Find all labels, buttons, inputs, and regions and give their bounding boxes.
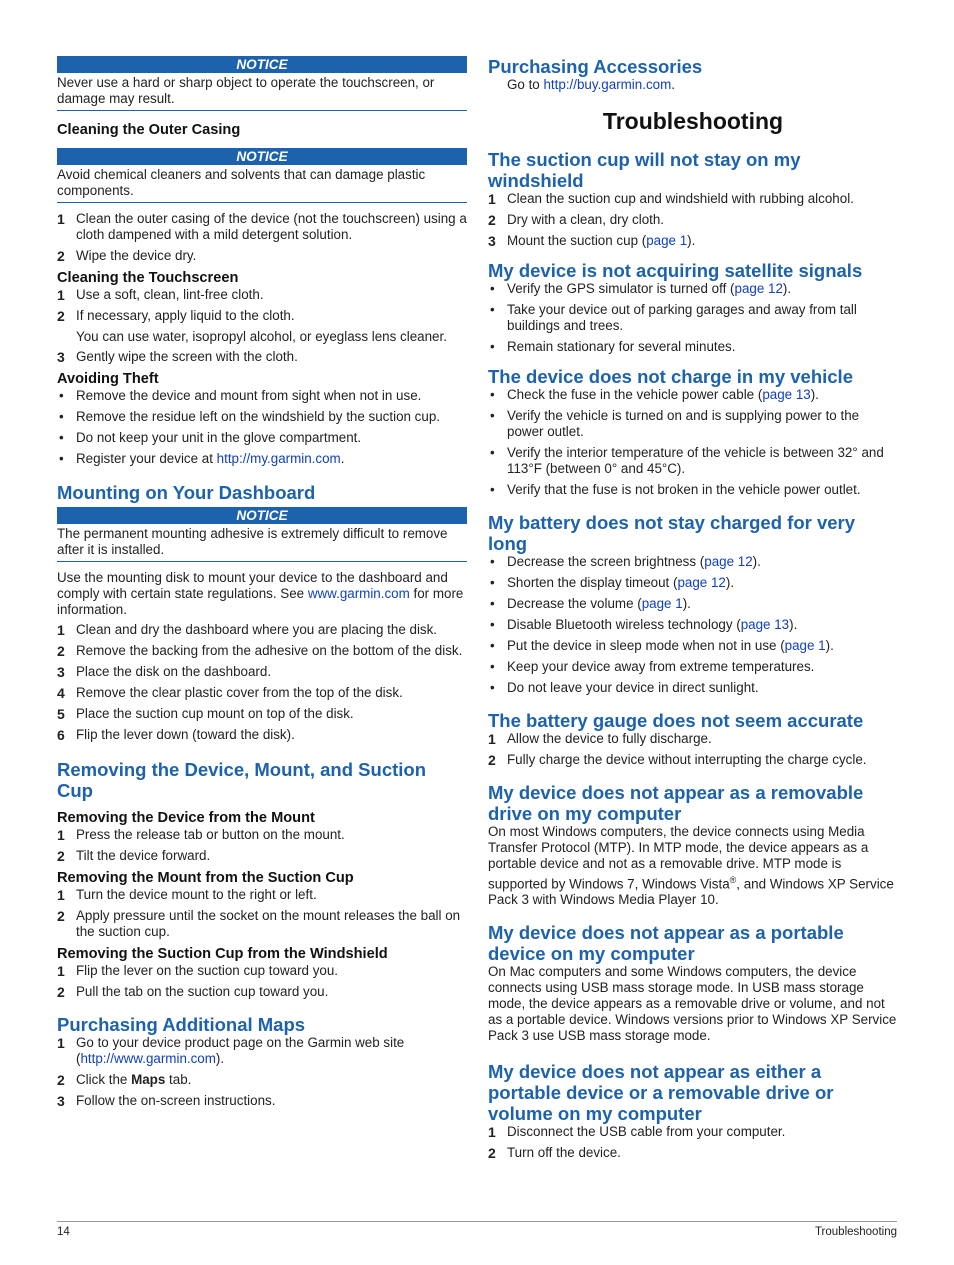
cleaning-outer-heading: Cleaning the Outer Casing	[57, 122, 241, 138]
notice-text: Avoid chemical cleaners and solvents that can damage plastic components.	[57, 165, 467, 203]
step: 2 Click the Maps tab.	[57, 1072, 192, 1088]
removable-heading: My device does not appear as a removable drive on my computer	[488, 782, 864, 824]
charge-heading: The device does not charge in my vehicle	[488, 366, 853, 387]
removing-mount-heading: Removing the Mount from the Suction Cup	[57, 870, 354, 886]
page-link[interactable]: page 13	[762, 387, 811, 402]
page-number: 14	[57, 1226, 70, 1238]
removing-cup-heading: Removing the Suction Cup from the Windshield	[57, 946, 388, 962]
step: 2 If necessary, apply liquid to the cloth.	[57, 308, 295, 324]
list-item: • Put the device in sleep mode when not in use (page 1).	[490, 638, 834, 653]
step: 1 Use a soft, clean, lint-free cloth.	[57, 287, 264, 303]
removable-text: On most Windows computers, the device connects using Media Transfer Protocol (MTP). In MTP mode, the device appears as a portable device and not as a removable drive. MTP mode is supported by Windows 7, Windows Vista®, and Windows XP Service Pack 3 with Windows Media Player 10.	[488, 824, 894, 908]
list-item: • Verify the interior temperature of the vehicle is between 32° and 113°F (between 0° and 45°C).	[490, 445, 884, 476]
buy-garmin-link[interactable]: http://buy.garmin.com	[543, 77, 672, 92]
list-item: • Keep your device away from extreme temperatures.	[490, 659, 815, 674]
portable-heading: My device does not appear as a portable device on my computer	[488, 922, 844, 965]
page-link[interactable]: page 1	[641, 596, 683, 611]
garmin-link[interactable]: www.garmin.com	[307, 586, 410, 601]
list-item: • Shorten the display timeout (page 12).	[490, 575, 735, 590]
notice-banner: NOTICE	[57, 148, 467, 165]
my-garmin-link[interactable]: http://my.garmin.com	[216, 451, 341, 466]
step: 2 Remove the backing from the adhesive on the bottom of the disk.	[57, 643, 463, 659]
accessories-heading: Purchasing Accessories	[488, 56, 703, 77]
step: 2 Tilt the device forward.	[57, 848, 211, 864]
notice-banner: NOTICE	[57, 507, 467, 524]
maps-heading: Purchasing Additional Maps	[57, 1014, 306, 1035]
list-item: • Check the fuse in the vehicle power cable (page 13).	[490, 387, 819, 402]
page-link[interactable]: page 1	[646, 233, 688, 248]
notice-banner: NOTICE	[57, 56, 467, 73]
list-item: • Decrease the screen brightness (page 12).	[490, 554, 761, 569]
removing-device-heading: Removing the Device from the Mount	[57, 810, 315, 826]
list-item: • Verify the vehicle is turned on and is supplying power to the power outlet.	[490, 408, 860, 439]
page-title: Troubleshooting	[602, 108, 784, 134]
step: 3 Gently wipe the screen with the cloth.	[57, 349, 298, 365]
list-item: • Disable Bluetooth wireless technology (page 13).	[490, 617, 798, 632]
left-column	[57, 56, 467, 1114]
step: 3 Follow the on-screen instructions.	[57, 1093, 276, 1109]
list-item: • Take your device out of parking garages and away from tall buildings and trees.	[490, 302, 857, 333]
step: 2 Wipe the device dry.	[57, 248, 197, 264]
step: 1 Clean the outer casing of the device (not the touchscreen) using a cloth dampened with a mild detergent solution.	[57, 211, 467, 242]
step: 1 Turn the device mount to the right or left.	[57, 887, 317, 903]
avoiding-theft-heading: Avoiding Theft	[57, 371, 159, 387]
step: 2 Apply pressure until the socket on the mount releases the ball on the suction cup.	[57, 908, 461, 939]
step: 1 Disconnect the USB cable from your computer.	[488, 1124, 786, 1141]
step: 3 Place the disk on the dashboard.	[57, 664, 272, 680]
page-link[interactable]: page 13	[740, 617, 790, 632]
step: 1 Go to your device product page on the Garmin web site (http://www.garmin.com).	[57, 1035, 405, 1066]
step: 2 Turn off the device.	[488, 1145, 621, 1162]
list-item: • Remove the residue left on the windshield by the suction cup.	[59, 409, 440, 424]
list-item: • Verify the GPS simulator is turned off (page 12).	[490, 281, 792, 296]
step: 2 Dry with a clean, dry cloth.	[488, 212, 665, 228]
battery-heading: My battery does not stay charged for very long	[488, 512, 856, 554]
step: 1 Clean the suction cup and windshield with rubbing alcohol.	[488, 191, 854, 207]
list-item: • Register your device at http://my.garmin.com.	[59, 451, 345, 466]
list-item: • Do not keep your unit in the glove compartment.	[59, 430, 362, 445]
step: 5 Place the suction cup mount on top of the disk.	[57, 706, 354, 722]
list-item: • Remove the device and mount from sight when not in use.	[59, 388, 422, 403]
dashboard-heading: Mounting on Your Dashboard	[57, 482, 316, 503]
footer-section: Troubleshooting	[814, 1226, 897, 1238]
removing-heading: Removing the Device, Mount, and Suction Cup	[57, 759, 427, 801]
step-note: You can use water, isopropyl alcohol, or eyeglass lens cleaner.	[76, 329, 447, 344]
list-item: • Do not leave your device in direct sunlight.	[490, 680, 759, 695]
notice-text: The permanent mounting adhesive is extremely difficult to remove after it is installed.	[57, 524, 467, 562]
step: 1 Flip the lever on the suction cup toward you.	[57, 963, 339, 979]
list-item: • Remain stationary for several minutes.	[490, 339, 736, 354]
either-heading: My device does not appear as either a portable device or a removable drive or volume on my computer	[488, 1061, 834, 1125]
garmin-link[interactable]: http://www.garmin.com	[80, 1051, 216, 1066]
step: 2 Pull the tab on the suction cup toward you.	[57, 984, 329, 1000]
list-item: • Decrease the volume (page 1).	[490, 596, 691, 611]
step: 3 Mount the suction cup (page 1).	[488, 233, 696, 249]
page-link[interactable]: page 12	[704, 554, 753, 569]
accessories-text: Go to http://buy.garmin.com.	[507, 77, 675, 92]
list-item: • Verify that the fuse is not broken in the vehicle power outlet.	[490, 482, 861, 497]
right-column	[488, 56, 898, 1166]
notice-text: Never use a hard or sharp object to operate the touchscreen, or damage may result.	[57, 73, 467, 111]
satellite-heading: My device is not acquiring satellite signals	[488, 260, 863, 281]
step: 6 Flip the lever down (toward the disk).	[57, 727, 295, 743]
page-link[interactable]: page 12	[677, 575, 726, 590]
gauge-heading: The battery gauge does not seem accurate	[488, 710, 864, 731]
page-link[interactable]: page 1	[784, 638, 826, 653]
step: 1 Allow the device to fully discharge.	[488, 731, 712, 747]
step: 2 Fully charge the device without interrupting the charge cycle.	[488, 752, 867, 768]
footer-divider	[57, 1221, 897, 1222]
suction-heading: The suction cup will not stay on my windshield	[488, 149, 801, 191]
cleaning-touchscreen-heading: Cleaning the Touchscreen	[57, 270, 239, 286]
dashboard-intro: Use the mounting disk to mount your device to the dashboard and comply with certain state regulations. See www.garmin.com for more information.	[57, 570, 464, 617]
step: 4 Remove the clear plastic cover from the top of the disk.	[57, 685, 403, 701]
step: 1 Press the release tab or button on the mount.	[57, 827, 345, 843]
page-link[interactable]: page 12	[734, 281, 783, 296]
portable-text: On Mac computers and some Windows computers, the device connects using USB mass storage mode. In USB mass storage mode, the device appears as a removable drive or volume, and not as a portable device. Windows versions prior to Windows XP Service Pack 3 use USB mass storage mode.	[488, 964, 897, 1044]
step: 1 Clean and dry the dashboard where you are placing the disk.	[57, 622, 438, 638]
